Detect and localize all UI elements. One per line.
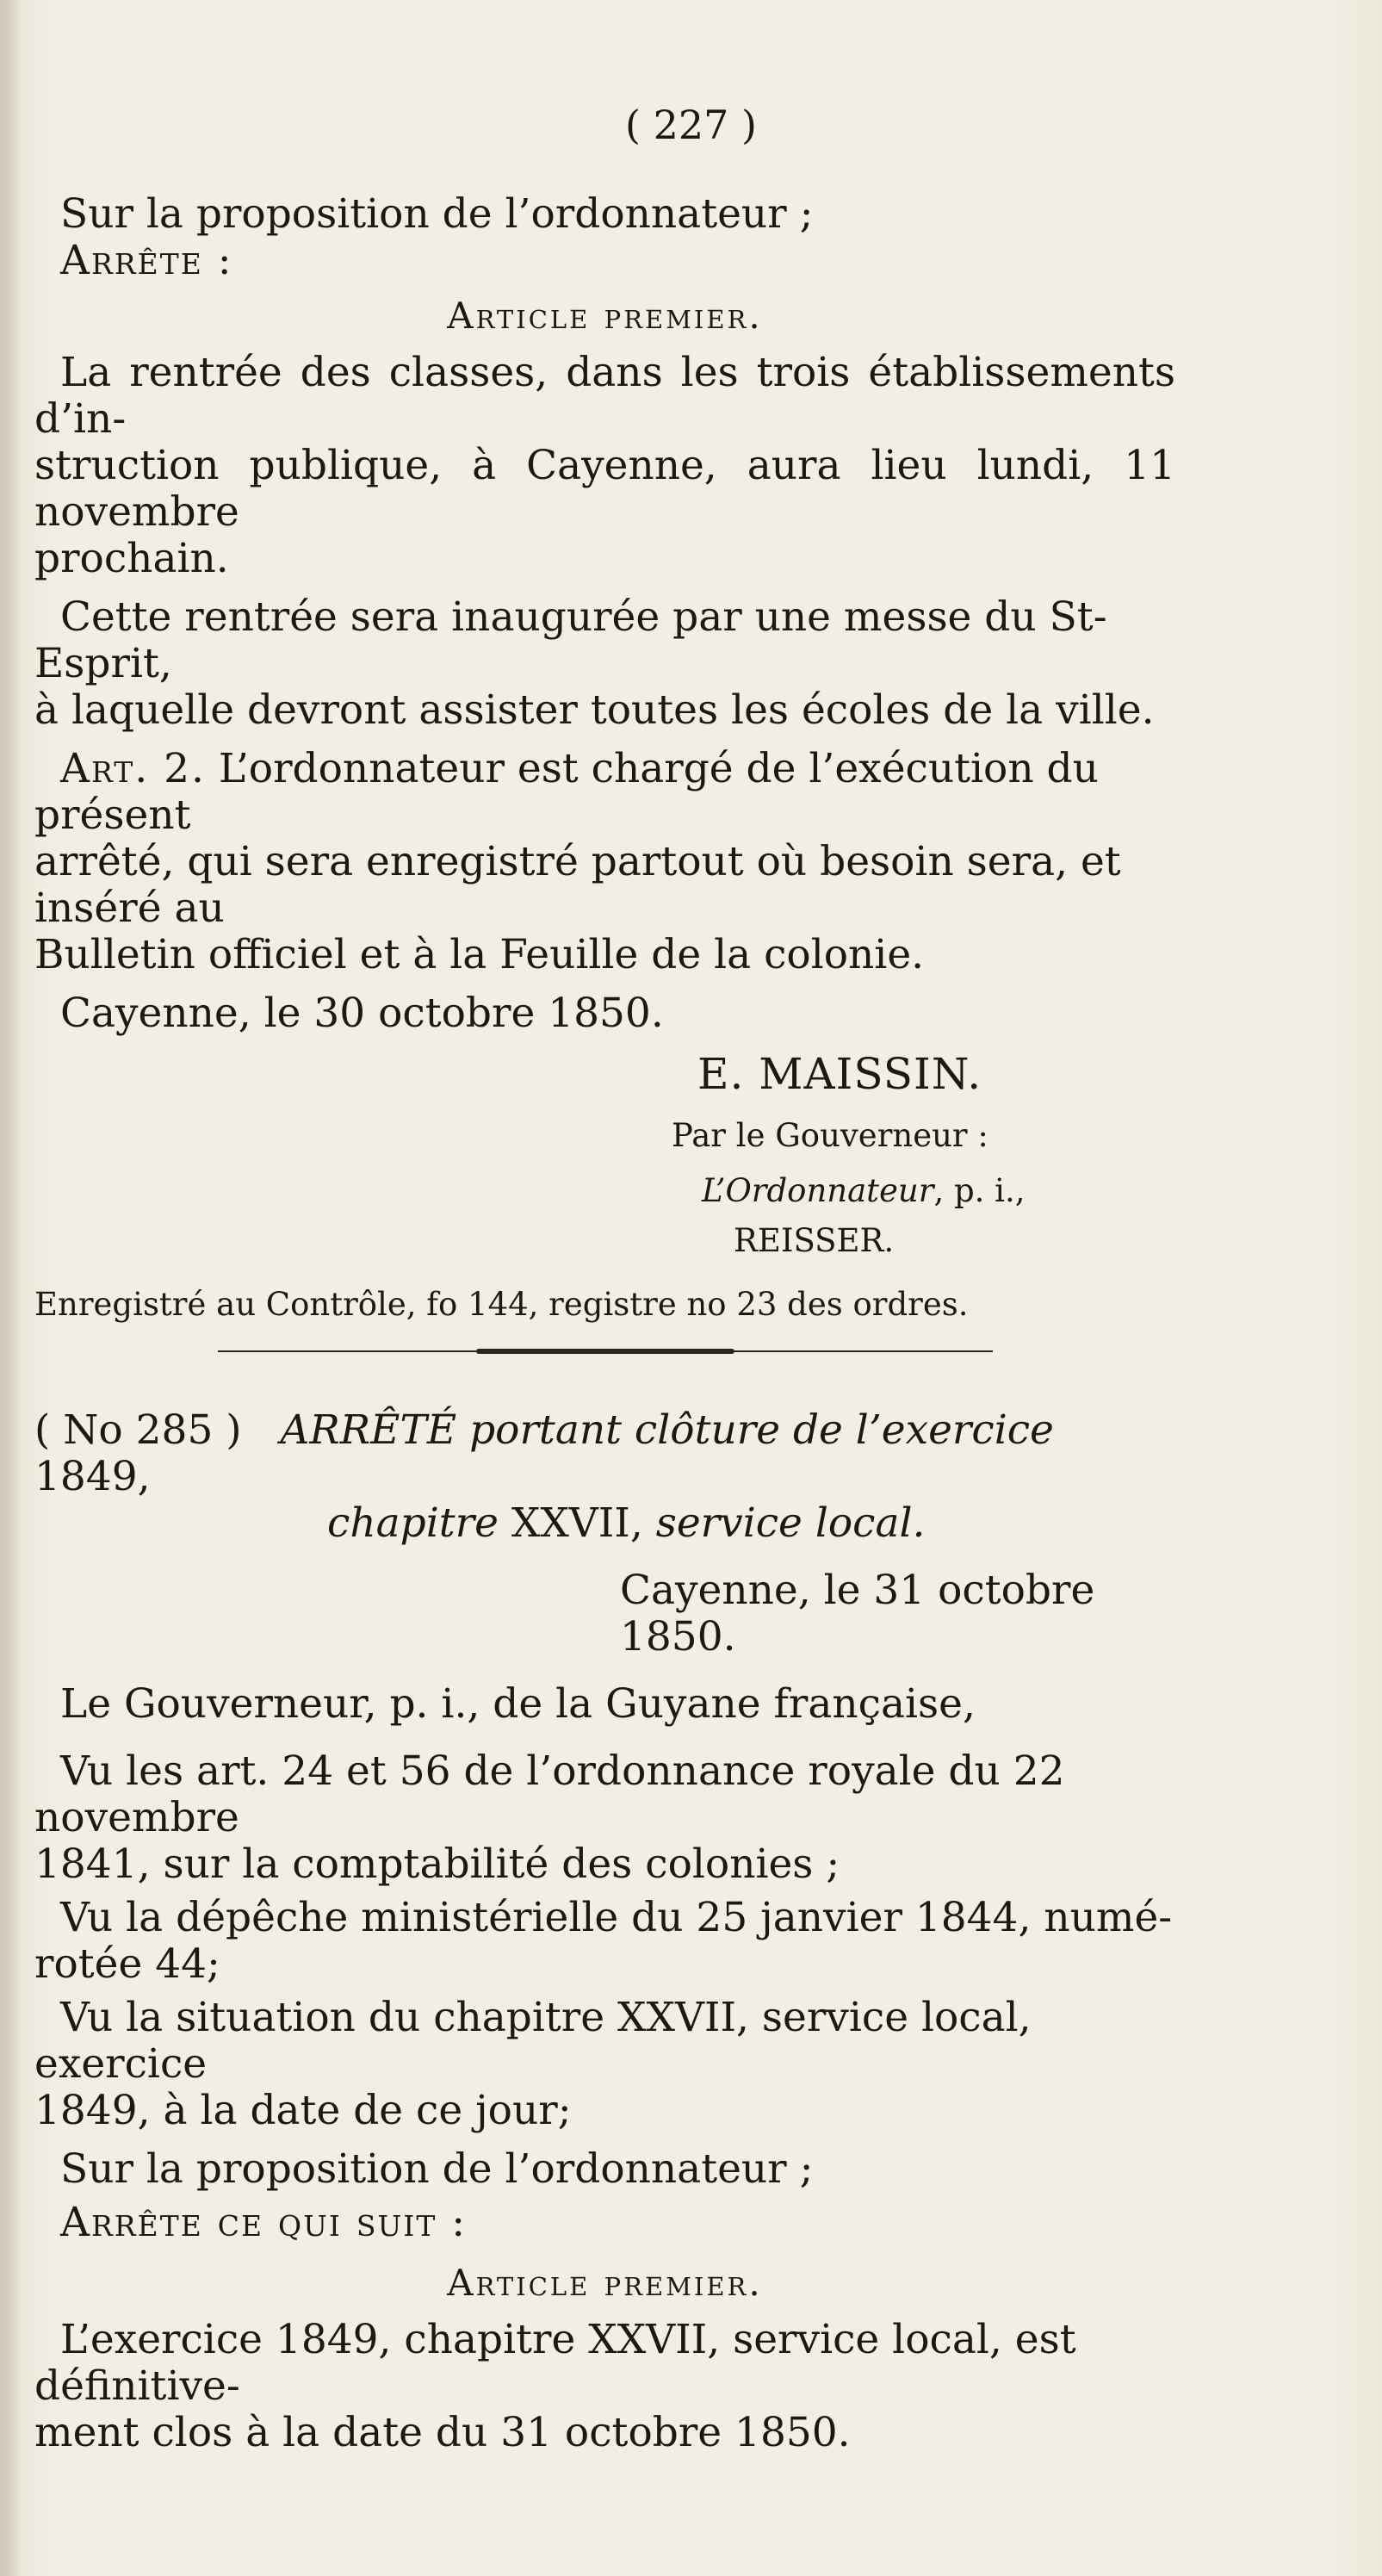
section-divider	[218, 1347, 993, 1356]
text-line: Cette rentrée sera inaugurée par une messe du St-Esprit,	[34, 593, 1107, 687]
registration-line: Enregistré au Contrôle, fo 144, registre no 23 des ordres.	[34, 1286, 969, 1323]
signatory-name: E. MAISSIN.	[697, 1049, 982, 1099]
text-line: Vu la situation du chapitre XXVII, service local, exercice	[34, 1994, 1032, 2088]
page-gutter-shadow	[0, 0, 21, 2576]
title-line-1	[34, 1407, 1175, 1500]
date-line: Cayenne, le 30 octobre 1850.	[60, 990, 664, 1037]
title-line-2	[327, 1500, 1175, 1547]
text-line: Vu la dépêche ministérielle du 25 janvier 1844, numé-	[60, 1894, 1173, 1941]
ordonnateur-title: L’Ordonnateur	[702, 1172, 934, 1209]
by-governor: Par le Gouverneur :	[672, 1117, 988, 1154]
text-line: à laquelle devront assister toutes les écoles de la ville.	[34, 686, 1155, 734]
vu-2	[34, 1895, 1175, 1988]
text-line: L’exercice 1849, chapitre XXVII, service local, est définitive-	[34, 2316, 1076, 2410]
text-line: La rentrée des classes, dans les trois établissements d’in-	[34, 349, 1175, 443]
article-2-first-line	[34, 746, 1175, 839]
title-chapter-number: XXVII,	[511, 1499, 643, 1547]
article-1-text	[34, 350, 1175, 582]
ordonnateur-suffix: , p. i.,	[933, 1172, 1026, 1209]
text-line: 1841, sur la comptabilité des colonies ;	[34, 1840, 840, 1888]
title-chapitre: chapitre	[327, 1499, 499, 1547]
decree-date: Cayenne, le 31 octobre 1850.	[620, 1567, 1095, 1660]
arrete-285-title	[34, 1407, 1175, 1547]
arrete-label: Arrête :	[60, 237, 233, 284]
text-line: L’ordonnateur est chargé de l’exécution du présent	[34, 745, 1099, 839]
arrete-number: ( No 285 )	[34, 1406, 242, 1454]
vu-3	[34, 1995, 1175, 2134]
vu-1	[34, 1748, 1175, 1888]
arrete-suit: Arrête ce qui suit :	[60, 2199, 468, 2246]
proposition-line: Sur la proposition de l’ordonnateur ;	[60, 190, 814, 238]
text-line: 1849, à la date de ce jour;	[34, 2087, 572, 2134]
arrete-title: ARRÊTÉ portant clôture de l’exercice	[280, 1406, 1054, 1454]
text-line: Bulletin officiel et à la Feuille de la colonie.	[34, 931, 925, 978]
divider-swell	[476, 1349, 734, 1354]
document-body	[34, 95, 1175, 2456]
text-line: Vu les art. 24 et 56 de l’ordonnance royale du 22 novembre	[34, 1747, 1065, 1841]
text-line: prochain.	[34, 535, 229, 582]
ordonnateur-name: REISSER.	[734, 1222, 895, 1259]
text-line: ment clos à la date du 31 octobre 1850.	[34, 2409, 851, 2456]
article-premier-heading: Article premier.	[447, 295, 763, 337]
article-2-label: Art. 2.	[60, 745, 206, 792]
proposition-line-2: Sur la proposition de l’ordonnateur ;	[60, 2145, 814, 2193]
article-premier-heading-2: Article premier.	[447, 2262, 763, 2304]
governor-line: Le Gouverneur, p. i., de la Guyane française,	[60, 1680, 976, 1728]
text-line: arrêté, qui sera enregistré partout où besoin sera, et inséré au	[34, 838, 1121, 932]
article-2	[34, 746, 1175, 978]
text-line: rotée 44;	[34, 1940, 220, 1988]
page-number: ( 227 )	[625, 102, 757, 148]
inauguration-paragraph	[34, 594, 1175, 734]
text-line: struction publique, à Cayenne, aura lieu lundi, 11 novembre	[34, 442, 1175, 536]
ordonnateur-line	[702, 1168, 1175, 1214]
arrete-year: 1849,	[34, 1453, 151, 1500]
title-service: service local.	[655, 1499, 926, 1547]
final-article	[34, 2317, 1175, 2456]
